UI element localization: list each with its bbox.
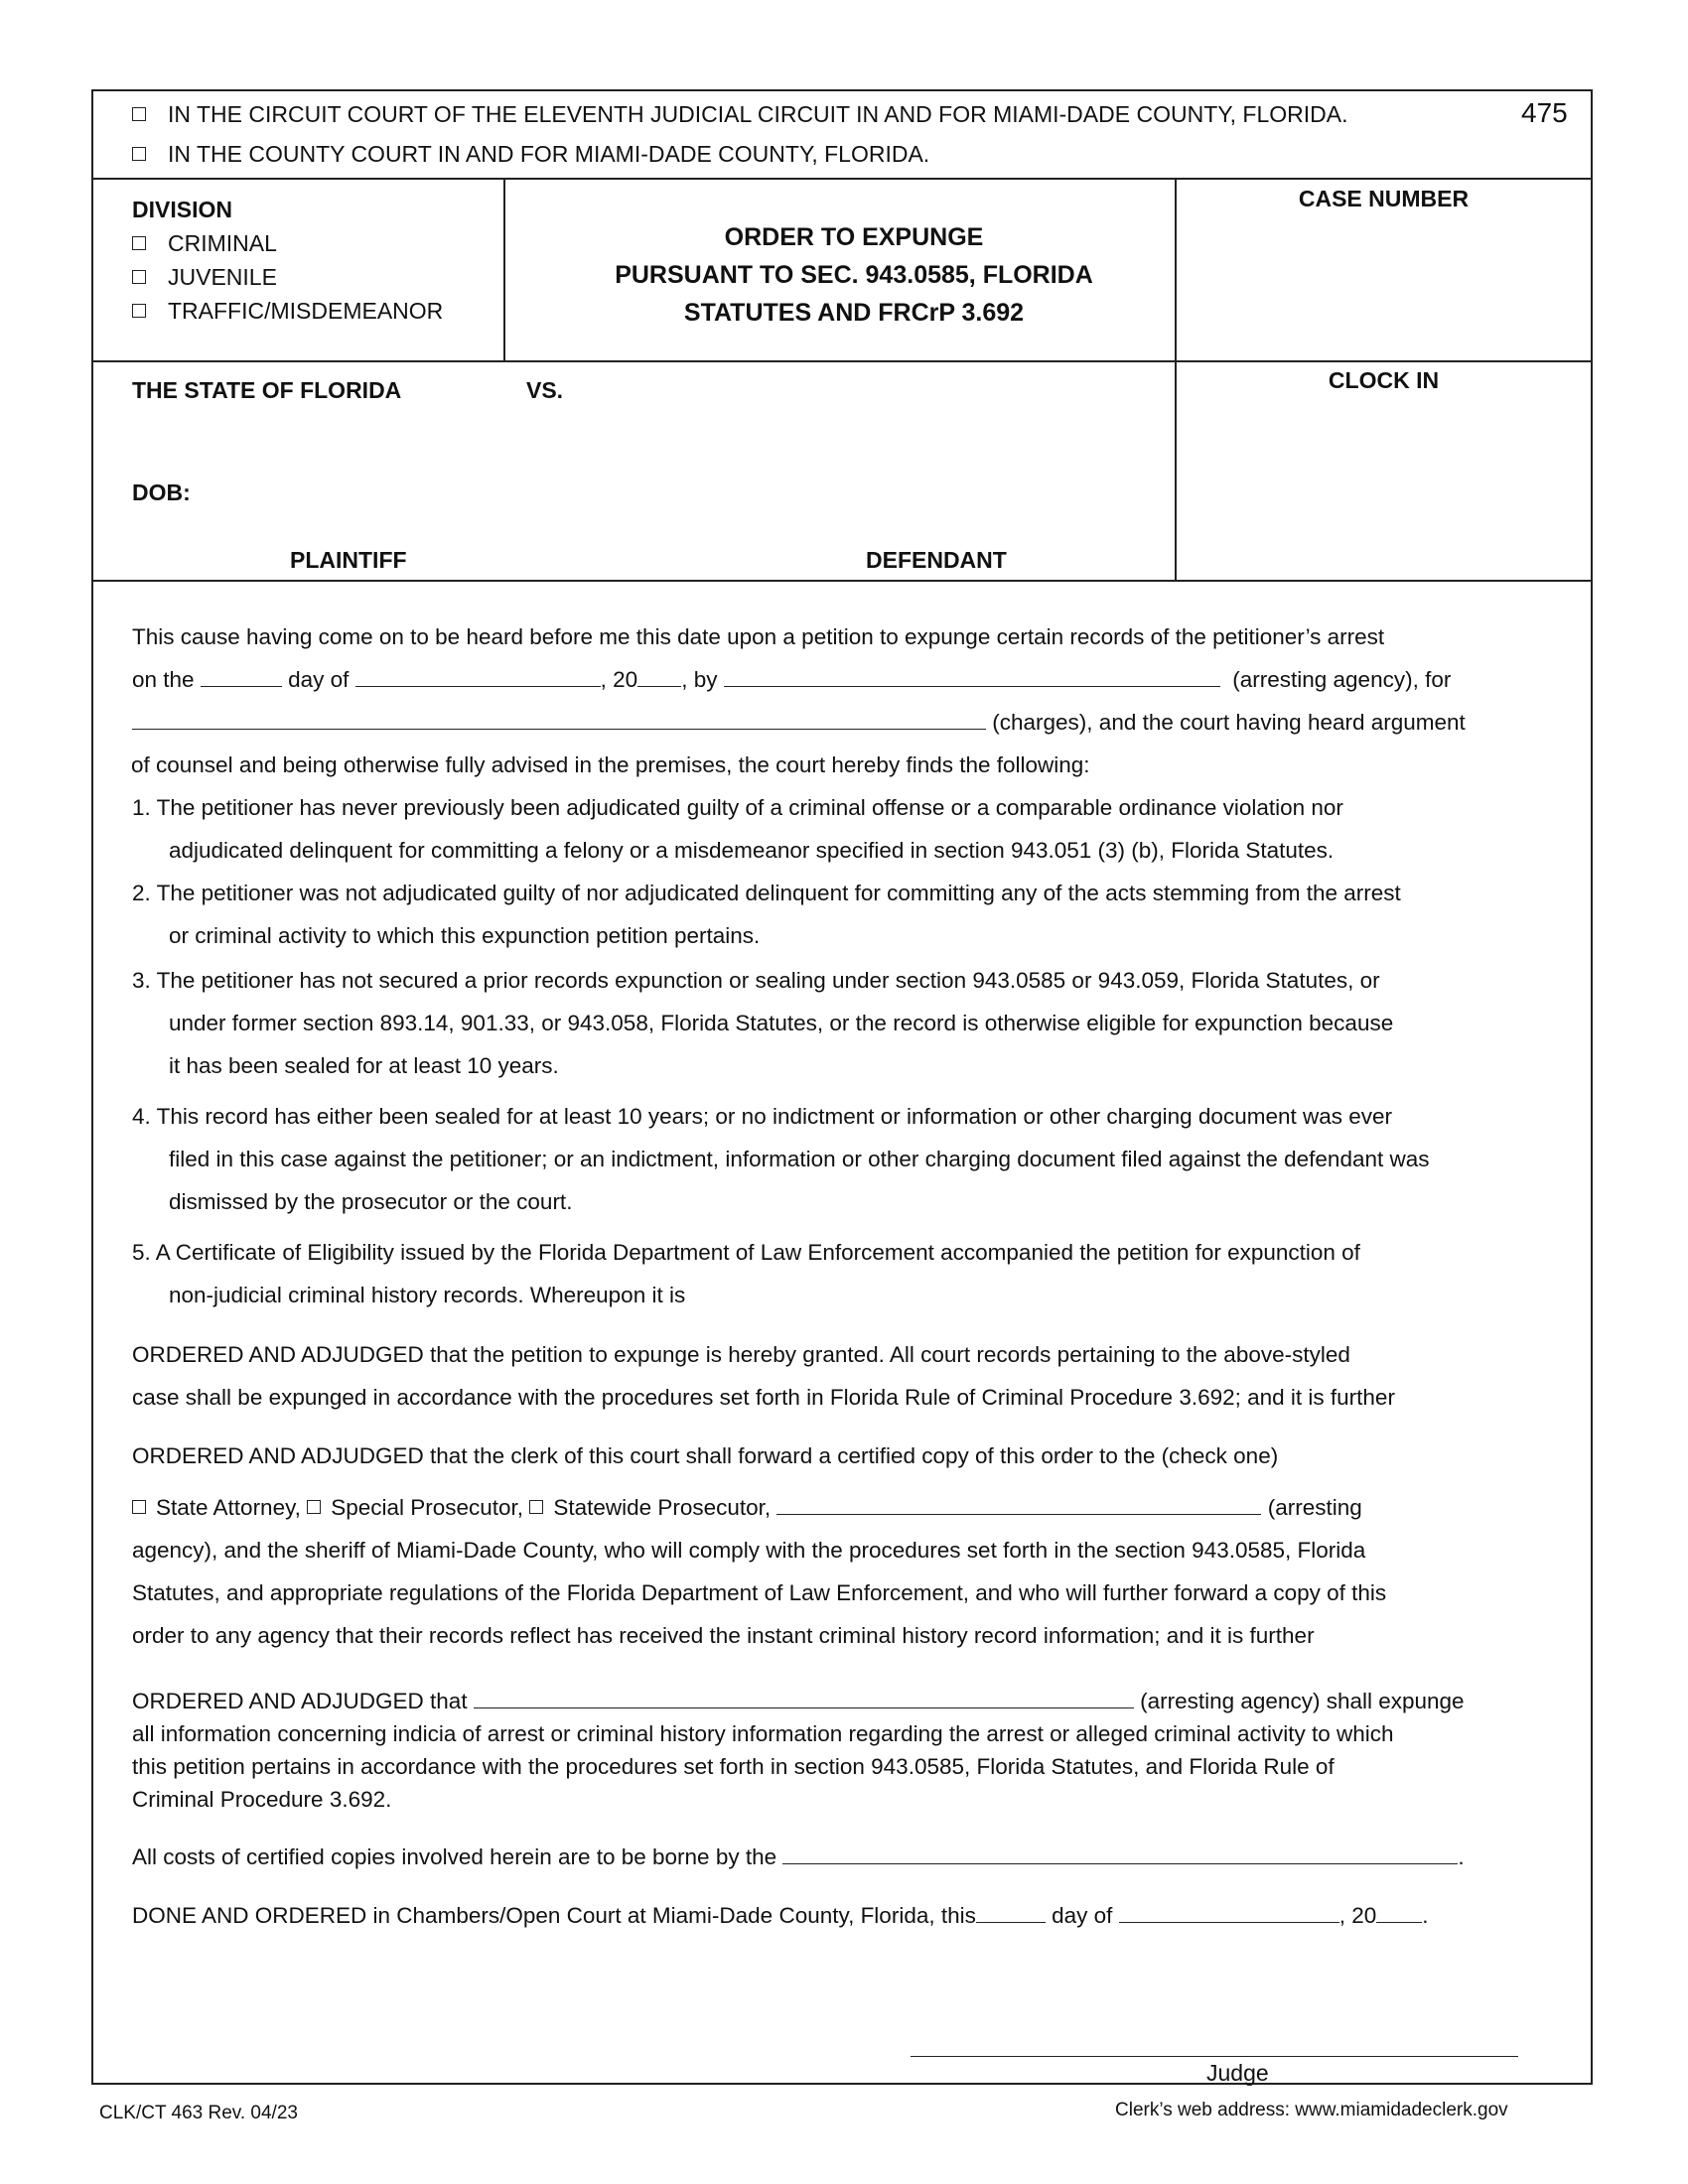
- text: (arresting agency) shall expunge: [1140, 1689, 1465, 1713]
- division-option-label: CRIMINAL: [168, 230, 277, 256]
- form-revision: CLK/CT 463 Rev. 04/23: [99, 2103, 298, 2123]
- defendant-label: DEFENDANT: [866, 547, 1007, 573]
- text: (arresting: [1267, 1495, 1362, 1520]
- order-3-cont: this petition pertains in accordance with the procedures set forth in section 943.0585, Florida Statutes, and Florida Rule of: [132, 1754, 1335, 1779]
- state-label: THE STATE OF FLORIDA: [132, 377, 402, 403]
- division-option-label: JUVENILE: [168, 264, 277, 290]
- year-field[interactable]: [1376, 1902, 1422, 1923]
- order-2: ORDERED AND ADJUDGED that the clerk of this court shall forward a certified copy of this order to the (check one): [132, 1443, 1279, 1468]
- divider: [91, 360, 1593, 362]
- finding-3-cont: under former section 893.14, 901.33, or 943.058, Florida Statutes, or the record is otherwise eligible for expunction because: [169, 1011, 1394, 1035]
- text: day of: [1052, 1903, 1113, 1928]
- document-title: [506, 218, 1201, 332]
- intro-line: [132, 658, 1451, 701]
- month-field[interactable]: [355, 666, 601, 687]
- case-number-label: CASE NUMBER: [1298, 186, 1470, 211]
- division-option-label: TRAFFIC/MISDEMEANOR: [168, 298, 444, 324]
- finding-2-cont: or criminal activity to which this expunction petition pertains.: [169, 923, 761, 948]
- arresting-agency-field[interactable]: [776, 1494, 1261, 1515]
- dob-label: DOB:: [132, 479, 191, 505]
- court-county-option[interactable]: [132, 141, 929, 168]
- text: , 20: [1338, 1903, 1377, 1928]
- option-special-prosecutor[interactable]: [307, 1495, 523, 1520]
- divider: [91, 580, 1593, 582]
- arresting-agency-field[interactable]: [474, 1688, 1134, 1708]
- text: .: [1422, 1903, 1429, 1928]
- year-field[interactable]: [637, 666, 681, 687]
- title-line: STATUTES AND FRCrP 3.692: [683, 299, 1025, 327]
- intro-line: [132, 701, 1466, 744]
- checkbox[interactable]: [132, 107, 146, 121]
- costs-party-field[interactable]: [782, 1843, 1458, 1864]
- form-number: 475: [1521, 97, 1568, 128]
- done-ordered-line: [132, 1894, 1428, 1937]
- option-statewide-prosecutor[interactable]: [529, 1495, 771, 1520]
- text: day of: [288, 667, 350, 692]
- checkbox[interactable]: [307, 1500, 321, 1514]
- order-2-cont: order to any agency that their records reflect has received the instant criminal history record information; and it is further: [132, 1623, 1315, 1648]
- option-state-attorney[interactable]: [132, 1495, 301, 1520]
- checkbox[interactable]: [132, 1500, 146, 1514]
- text: .: [1458, 1844, 1465, 1869]
- month-field[interactable]: [1119, 1902, 1339, 1923]
- title-line: PURSUANT TO SEC. 943.0585, FLORIDA: [615, 261, 1093, 289]
- finding-4-cont: dismissed by the prosecutor or the court.: [169, 1189, 573, 1214]
- court-county-label: IN THE COUNTY COURT IN AND FOR MIAMI-DADE COUNTY, FLORIDA.: [168, 141, 930, 167]
- order-1-cont: case shall be expunged in accordance with the procedures set forth in Florida Rule of Criminal Procedure 3.692; and it is further: [132, 1385, 1395, 1410]
- division-label: DIVISION: [132, 197, 232, 222]
- order-3-cont: all information concerning indicia of arrest or criminal history information regarding the arrest or alleged criminal activity to which: [132, 1721, 1394, 1746]
- division-option-traffic[interactable]: [132, 298, 443, 325]
- finding-3: 3. The petitioner has not secured a prior records expunction or sealing under section 943.0585 or 943.059, Florida Statutes, or: [132, 968, 1380, 993]
- text: All costs of certified copies involved herein are to be borne by the: [132, 1844, 777, 1869]
- plaintiff-label: PLAINTIFF: [290, 547, 407, 573]
- day-field[interactable]: [201, 666, 282, 687]
- finding-3-cont: it has been sealed for at least 10 years.: [169, 1053, 559, 1078]
- finding-5: 5. A Certificate of Eligibility issued by the Florida Department of Law Enforcement accompanied the petition for expunction of: [132, 1240, 1360, 1265]
- order-2-cont: Statutes, and appropriate regulations of the Florida Department of Law Enforcement, and who will further forward a copy of this: [132, 1580, 1387, 1605]
- divider: [503, 178, 505, 361]
- checkbox[interactable]: [529, 1500, 543, 1514]
- finding-1-cont: adjudicated delinquent for committing a felony or a misdemeanor specified in section 943.051 (3) (b), Florida Statutes.: [169, 838, 1335, 863]
- finding-4: 4. This record has either been sealed for at least 10 years; or no indictment or information or other charging document was ever: [132, 1104, 1393, 1129]
- costs-line: [132, 1836, 1465, 1878]
- versus-label: VS.: [526, 377, 564, 403]
- finding-2: 2. The petitioner was not adjudicated guilty of nor adjudicated delinquent for committing any of the acts stemming from the arrest: [132, 881, 1401, 905]
- judge-label: Judge: [1206, 2060, 1269, 2086]
- day-field[interactable]: [976, 1902, 1046, 1923]
- order-2-cont: agency), and the sheriff of Miami-Dade County, who will comply with the procedures set forth in the section 943.0585, Florida: [132, 1538, 1366, 1563]
- court-circuit-option[interactable]: [132, 101, 1347, 128]
- text: , 20: [600, 667, 638, 692]
- text: , by: [681, 667, 718, 692]
- intro-line: This cause having come on to be heard before me this date upon a petition to expunge certain records of the petitioner’s arrest: [132, 624, 1385, 649]
- division-option-criminal[interactable]: [132, 230, 277, 257]
- text: ORDERED AND ADJUDGED that: [132, 1689, 468, 1713]
- divider: [91, 178, 1593, 180]
- title-line: ORDER TO EXPUNGE: [724, 223, 984, 251]
- order-1: ORDERED AND ADJUDGED that the petition to expunge is hereby granted. All court records pertaining to the above-styled: [132, 1342, 1350, 1367]
- order-2-options: [132, 1486, 1362, 1529]
- charges-field[interactable]: [132, 709, 986, 730]
- arresting-agency-field[interactable]: [724, 666, 1220, 687]
- text: State Attorney,: [156, 1495, 301, 1520]
- judge-signature-line[interactable]: [911, 2056, 1518, 2057]
- text: on the: [132, 667, 195, 692]
- clock-in-label: CLOCK IN: [1328, 367, 1440, 393]
- text: (arresting agency), for: [1232, 667, 1452, 692]
- text: DONE AND ORDERED in Chambers/Open Court at Miami-Dade County, Florida, this: [132, 1903, 976, 1928]
- text: (charges), and the court having heard argument: [992, 710, 1466, 735]
- finding-1: 1. The petitioner has never previously been adjudicated guilty of a criminal offense or a comparable ordinance violation nor: [132, 795, 1343, 820]
- intro-line: of counsel and being otherwise fully advised in the premises, the court hereby finds the following:: [131, 752, 1090, 777]
- clerk-web-address: Clerk’s web address: www.miamidadeclerk.gov: [1115, 2100, 1508, 2120]
- finding-4-cont: filed in this case against the petitioner; or an indictment, information or other charging document filed against the defendant was: [169, 1147, 1430, 1171]
- court-circuit-label: IN THE CIRCUIT COURT OF THE ELEVENTH JUDICIAL CIRCUIT IN AND FOR MIAMI-DADE COUNTY, FLORIDA.: [168, 101, 1348, 127]
- checkbox[interactable]: [132, 304, 146, 318]
- division-option-juvenile[interactable]: [132, 264, 277, 291]
- order-3-cont: Criminal Procedure 3.692.: [132, 1787, 392, 1812]
- text: Statewide Prosecutor,: [553, 1495, 772, 1520]
- checkbox[interactable]: [132, 270, 146, 284]
- checkbox[interactable]: [132, 147, 146, 161]
- order-3: [132, 1685, 1465, 1717]
- finding-5-cont: non-judicial criminal history records. Whereupon it is: [169, 1283, 686, 1307]
- text: Special Prosecutor,: [331, 1495, 524, 1520]
- checkbox[interactable]: [132, 236, 146, 250]
